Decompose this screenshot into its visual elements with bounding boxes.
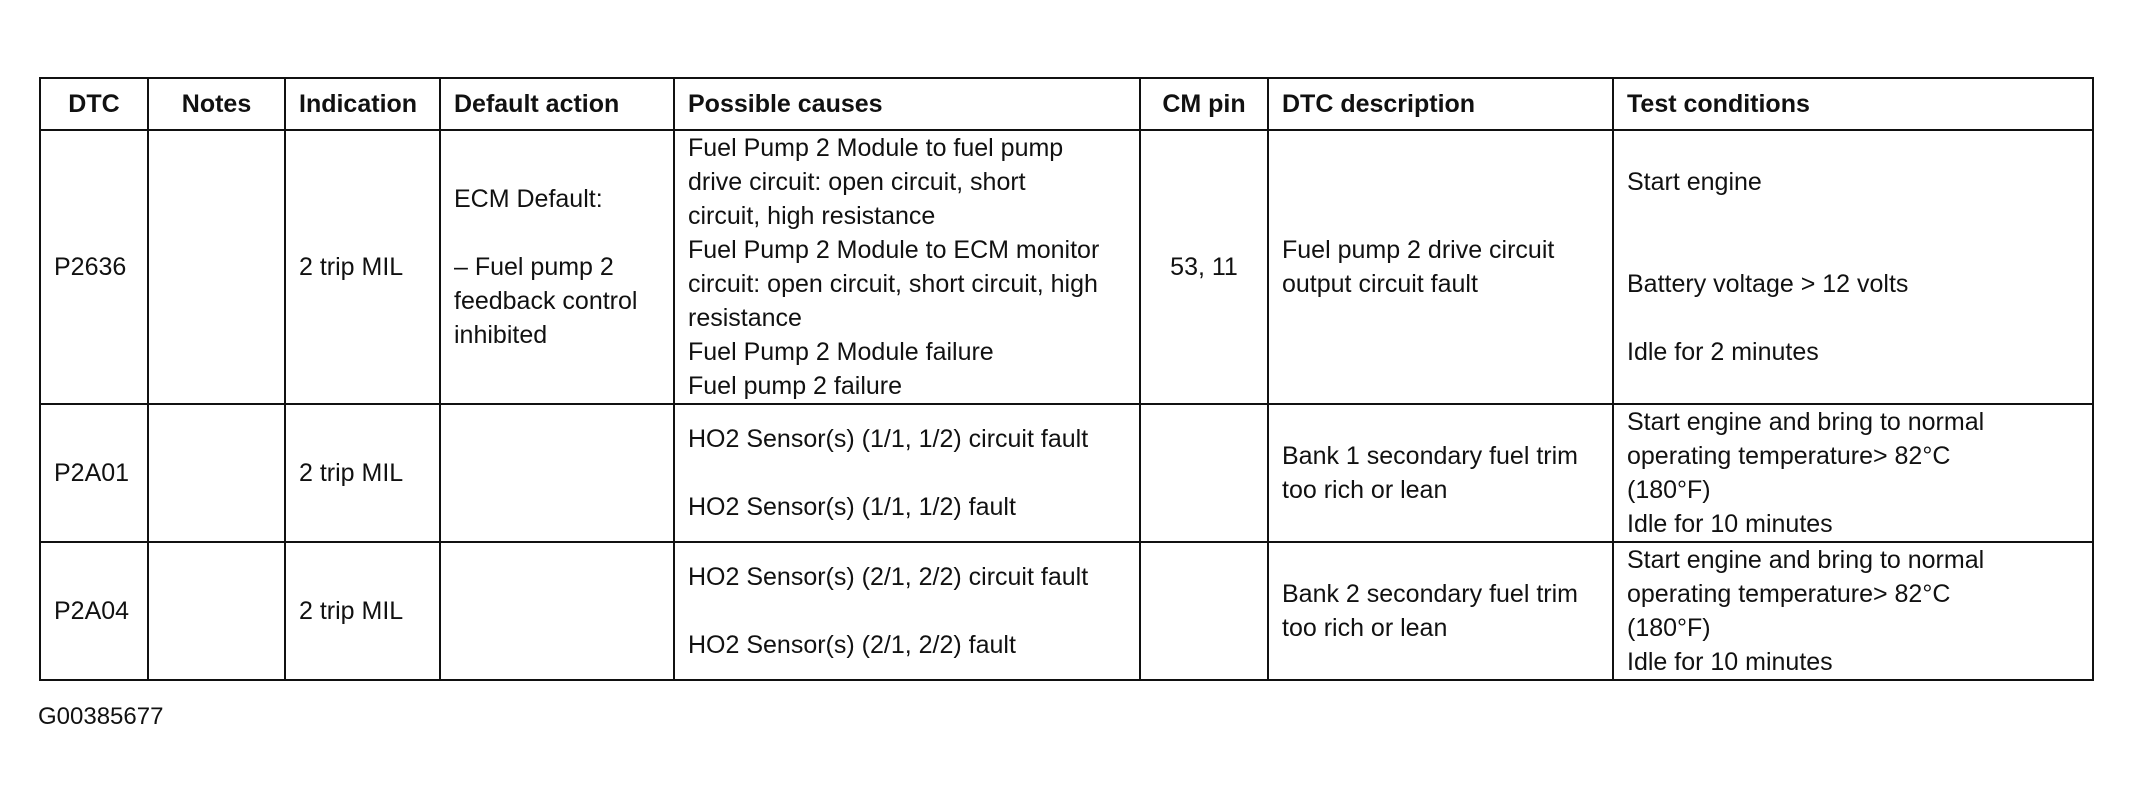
header-possible-causes: Possible causes [674,78,1140,130]
cause-line: HO2 Sensor(s) (1/1, 1/2) circuit fault [688,425,1089,453]
test-condition-line: Start engine and bring to normal [1627,546,1985,574]
test-condition-line: Idle for 2 minutes [1627,338,1819,366]
cause-line: Fuel Pump 2 Module to fuel pump [688,134,1064,162]
header-dtc-description: DTC description [1268,78,1613,130]
default-action-line: inhibited [454,321,548,349]
description-line: too rich or lean [1282,476,1448,504]
header-cm-pin: CM pin [1140,78,1268,130]
dtc-table [39,77,2094,681]
header-dtc: DTC [40,78,148,130]
indication-cell: 2 trip MIL [285,542,440,680]
default-action-cell [440,404,674,542]
table-header-row [40,78,2093,130]
cause-line: circuit: open circuit, short circuit, high [688,270,1098,298]
cause-line: resistance [688,304,802,332]
cause-line: HO2 Sensor(s) (2/1, 2/2) circuit fault [688,563,1089,591]
cm-pin-cell [1140,542,1268,680]
possible-causes-cell [674,130,1140,404]
table-row [40,404,2093,542]
indication-cell: 2 trip MIL [285,130,440,404]
notes-cell [148,404,285,542]
test-condition-line: Idle for 10 minutes [1627,510,1833,538]
dtc-description-cell [1268,542,1613,680]
cause-line: circuit, high resistance [688,202,936,230]
dtc-description-cell [1268,130,1613,404]
notes-cell [148,130,285,404]
header-test-conditions: Test conditions [1613,78,2093,130]
cm-pin-cell: 53, 11 [1140,130,1268,404]
test-conditions-cell [1613,404,2093,542]
cause-line: HO2 Sensor(s) (2/1, 2/2) fault [688,631,1016,659]
table-row [40,542,2093,680]
test-conditions-cell [1613,542,2093,680]
test-condition-line: (180°F) [1627,476,1711,504]
cause-line: HO2 Sensor(s) (1/1, 1/2) fault [688,493,1016,521]
default-action-cell [440,542,674,680]
default-action-line: feedback control [454,287,638,315]
header-default-action: Default action [440,78,674,130]
notes-cell [148,542,285,680]
description-line: Fuel pump 2 drive circuit [1282,236,1555,264]
test-condition-line: (180°F) [1627,614,1711,642]
possible-causes-cell [674,542,1140,680]
test-condition-line: operating temperature> 82°C [1627,580,1951,608]
cm-pin-cell [1140,404,1268,542]
dtc-code: P2A01 [40,404,148,542]
table-row [40,130,2093,404]
dtc-code: P2A04 [40,542,148,680]
default-action-title: ECM Default: [454,185,603,213]
test-condition-line: Battery voltage > 12 volts [1627,270,1909,298]
default-action-line: – Fuel pump 2 [454,253,614,281]
test-condition-line: Start engine [1627,168,1762,196]
description-line: output circuit fault [1282,270,1478,298]
dtc-code: P2636 [40,130,148,404]
cause-line: Fuel Pump 2 Module to ECM monitor [688,236,1100,264]
possible-causes-cell [674,404,1140,542]
indication-cell: 2 trip MIL [285,404,440,542]
cause-line: Fuel pump 2 failure [688,372,903,400]
header-notes: Notes [148,78,285,130]
test-condition-line: operating temperature> 82°C [1627,442,1951,470]
test-condition-line: Idle for 10 minutes [1627,648,1833,676]
dtc-description-cell [1268,404,1613,542]
header-indication: Indication [285,78,440,130]
test-condition-line: Start engine and bring to normal [1627,408,1985,436]
description-line: too rich or lean [1282,614,1448,642]
test-conditions-cell [1613,130,2093,404]
cause-line: Fuel Pump 2 Module failure [688,338,994,366]
description-line: Bank 1 secondary fuel trim [1282,442,1578,470]
default-action-cell [440,130,674,404]
cause-line: drive circuit: open circuit, short [688,168,1026,196]
description-line: Bank 2 secondary fuel trim [1282,580,1578,608]
figure-id: G00385677 [38,703,164,730]
